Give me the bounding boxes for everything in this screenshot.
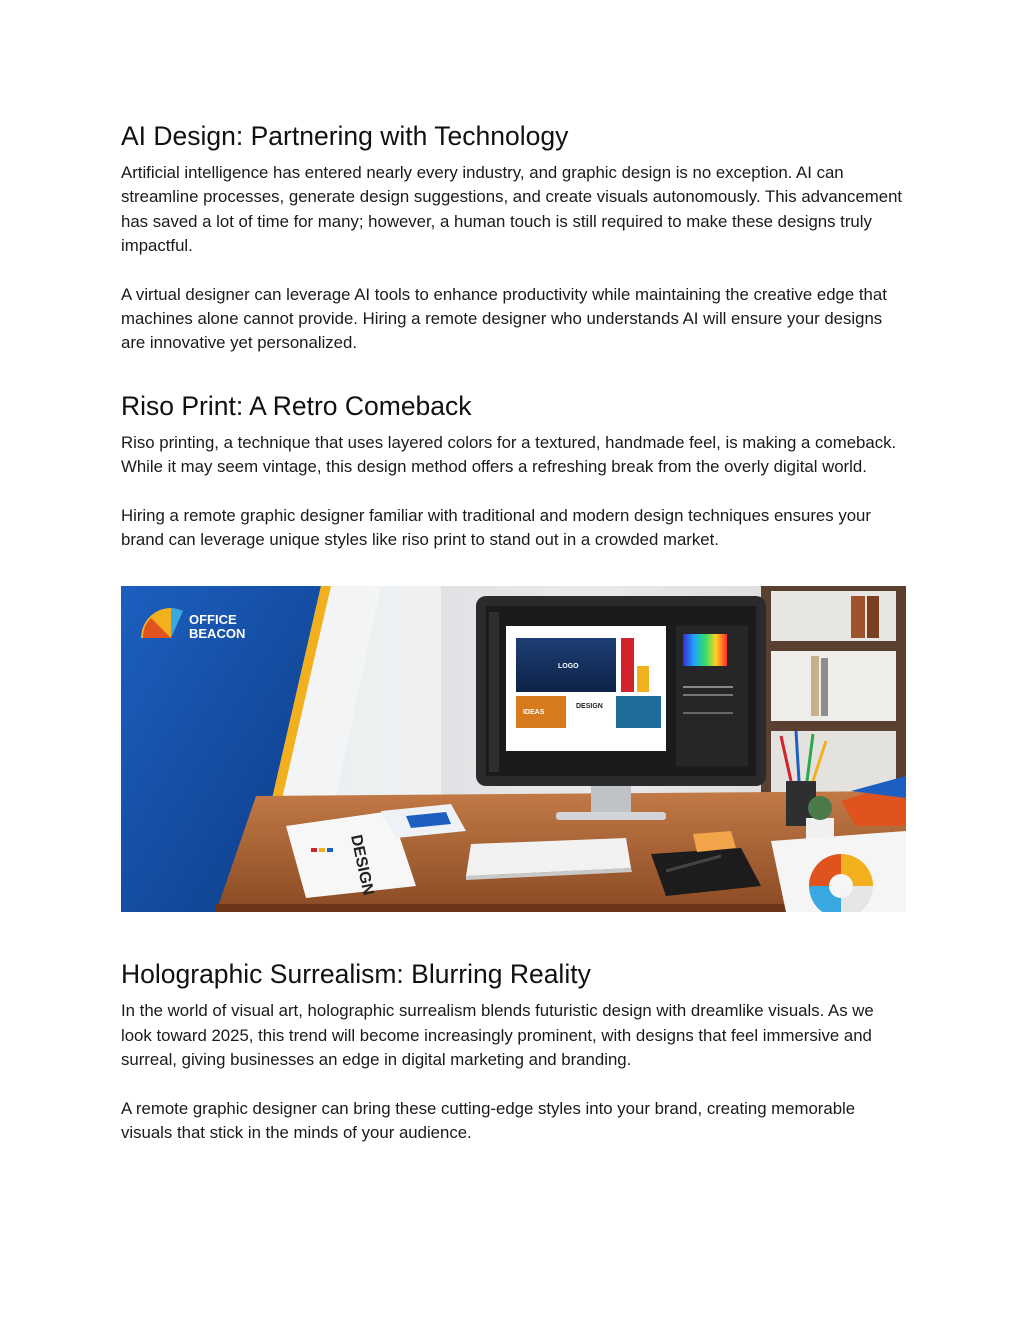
paragraph: In the world of visual art, holographic surrealism blends futuristic design with dreamlike visuals. As we look toward 2025, this trend will become increasingly prominent, with designs that feel immersive and surreal, giving businesses an edge in digital marketing and branding. <box>121 1001 874 1070</box>
office-beacon-logo <box>141 608 245 641</box>
paragraph: A remote graphic designer can bring these cutting-edge styles into your brand, creating memorable visuals that stick in the minds of your audience. <box>121 1098 856 1143</box>
section-heading-riso-print: Riso Print: A Retro Comeback <box>121 390 472 421</box>
desk-illustration-image <box>121 586 906 912</box>
section-heading-holographic: Holographic Surrealism: Blurring Reality <box>121 959 591 990</box>
section-heading-ai-design: AI Design: Partnering with Technology <box>121 121 569 151</box>
brand-line-1: OFFICE <box>189 612 237 628</box>
paragraph: A virtual designer can leverage AI tools to enhance productivity while maintaining the creative edge that machines alone cannot provide. Hiring a remote designer who understands AI will ensure your designs are innovative yet personalized. <box>121 284 887 353</box>
brand-line-2: BEACON <box>189 626 246 642</box>
paragraph: Hiring a remote graphic designer familiar with traditional and modern design techniques ensures your brand can leverage unique styles like riso print to stand out in a crowded market. <box>121 505 871 550</box>
screen-logo-text: LOGO <box>558 663 579 671</box>
screen-ideas-text: IDEAS <box>523 709 545 717</box>
paragraph: Riso printing, a technique that uses layered colors for a textured, handmade feel, is making a comeback. While it may seem vintage, this design method offers a refreshing break from the overly digital world. <box>121 432 897 477</box>
paper-design-text: DESIGN <box>347 833 377 898</box>
paragraph: Artificial intelligence has entered nearly every industry, and graphic design is no exception. AI can streamline processes, generate design suggestions, and create visuals autonomously. This advancement has saved a lot of time for many; however, a human touch is still required to make these designs truly impactful. <box>121 163 903 256</box>
document-page <box>121 118 906 1146</box>
screen-design-text: DESIGN <box>576 703 603 711</box>
